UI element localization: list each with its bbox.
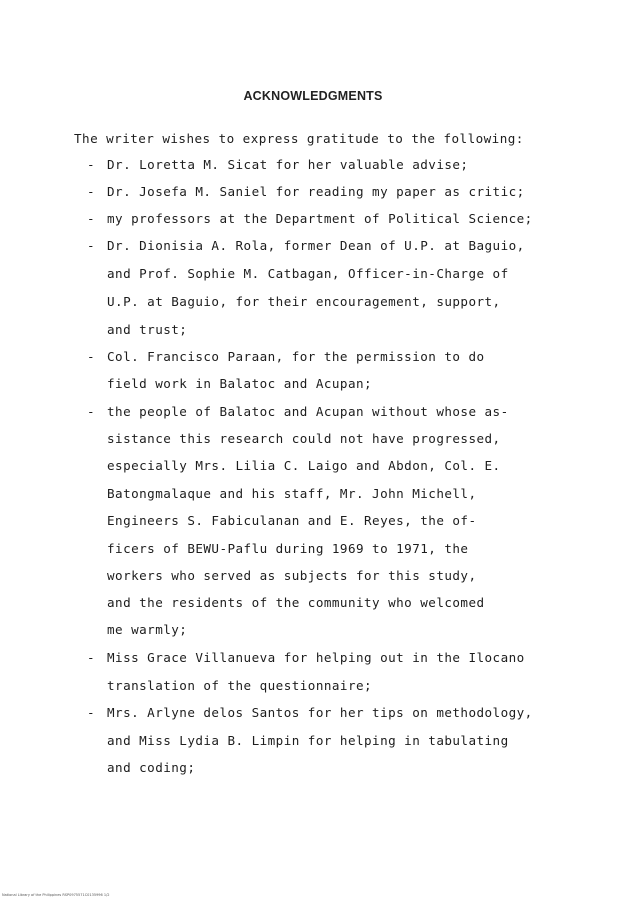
list-item-text: Mrs. Arlyne delos Santos for her tips on methodology,	[107, 705, 533, 720]
list-item-continuation: ficers of BEWU-Paflu during 1969 to 1971, the	[107, 541, 469, 556]
bullet-dash: -	[87, 404, 96, 419]
bullet-dash: -	[87, 157, 96, 172]
list-item-continuation: Engineers S. Fabiculanan and E. Reyes, the of-	[107, 513, 477, 528]
bullet-dash: -	[87, 705, 96, 720]
bullet-dash: -	[87, 650, 96, 665]
list-item	[87, 349, 485, 365]
list-item-continuation: and coding;	[107, 760, 196, 775]
list-item-continuation: translation of the questionnaire;	[107, 678, 373, 693]
list-item	[87, 650, 525, 666]
list-item-text: Col. Francisco Paraan, for the permission to do	[107, 349, 485, 364]
list-item-continuation: Batongmalaque and his staff, Mr. John Michell,	[107, 486, 477, 501]
list-item-continuation: and Prof. Sophie M. Catbagan, Officer-in-Charge of	[107, 266, 509, 281]
intro-line: The writer wishes to express gratitude to the following:	[74, 131, 524, 146]
list-item-text: the people of Balatoc and Acupan without whose as-	[107, 404, 509, 419]
page-title: ACKNOWLEDGMENTS	[243, 89, 383, 103]
list-item-text: my professors at the Department of Political Science;	[107, 211, 533, 226]
list-item-continuation: U.P. at Baguio, for their encouragement, support,	[107, 294, 501, 309]
list-item	[87, 404, 509, 420]
list-item	[87, 157, 468, 173]
list-item-continuation: and the residents of the community who welcomed	[107, 595, 485, 610]
list-item	[87, 705, 533, 721]
list-item-text: Dr. Loretta M. Sicat for her valuable advise;	[107, 157, 469, 172]
list-item	[87, 184, 525, 200]
bullet-dash: -	[87, 211, 96, 226]
list-item-continuation: me warmly;	[107, 622, 188, 637]
list-item-continuation: workers who served as subjects for this study,	[107, 568, 477, 583]
bullet-dash: -	[87, 184, 96, 199]
list-item-text: Dr. Josefa M. Saniel for reading my paper as critic;	[107, 184, 525, 199]
list-item-continuation: and trust;	[107, 322, 188, 337]
list-item-continuation: and Miss Lydia B. Limpin for helping in tabulating	[107, 733, 509, 748]
scan-footer: National Library of the Philippines RSP0975571C0135996 1/2	[2, 893, 110, 897]
bullet-dash: -	[87, 238, 96, 253]
bullet-dash: -	[87, 349, 96, 364]
list-item-continuation: especially Mrs. Lilia C. Laigo and Abdon, Col. E.	[107, 458, 501, 473]
list-item	[87, 238, 525, 254]
list-item-text: Miss Grace Villanueva for helping out in the Ilocano	[107, 650, 525, 665]
list-item-continuation: field work in Balatoc and Acupan;	[107, 376, 373, 391]
list-item-text: Dr. Dionisia A. Rola, former Dean of U.P. at Baguio,	[107, 238, 525, 253]
list-item-continuation: sistance this research could not have progressed,	[107, 431, 501, 446]
list-item	[87, 211, 533, 227]
